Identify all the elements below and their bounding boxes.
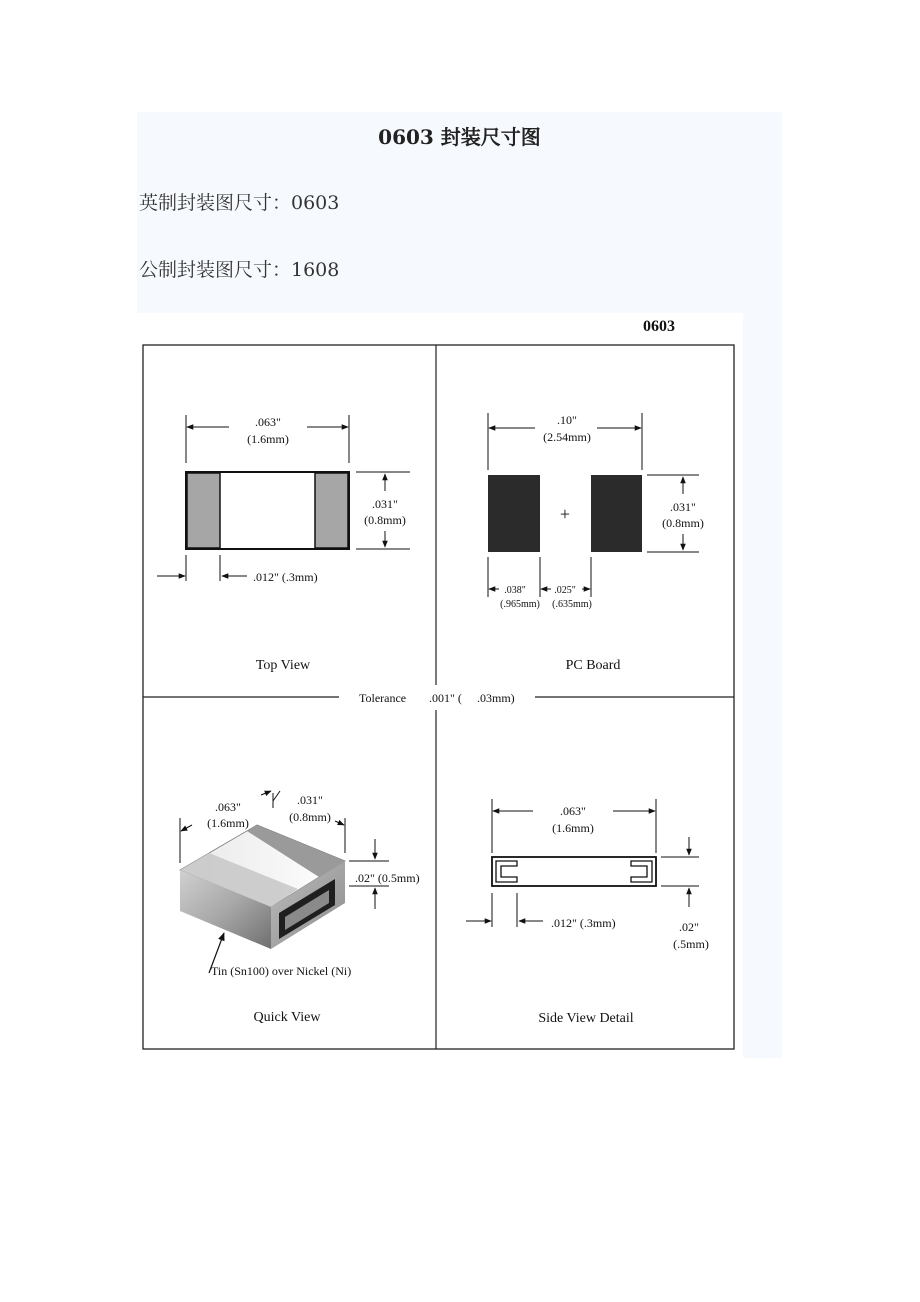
side-view-thickness-in: .02" (679, 920, 699, 934)
pc-board-pad-mm: (.965mm) (500, 599, 540, 610)
tolerance-label: Tolerance (359, 691, 407, 705)
side-view-thickness-mm: (.5mm) (673, 937, 709, 951)
top-view-length-in: .063" (255, 415, 281, 429)
pc-board-caption: PC Board (565, 658, 621, 673)
top-view-caption: Top View (255, 658, 311, 673)
pc-board-gap-in: .025" (554, 585, 576, 596)
quick-view-drawing (180, 791, 420, 1025)
pc-board-center-mark: + (559, 504, 571, 524)
side-view-terminal-label: .012" (.3mm) (551, 916, 616, 930)
side-view-drawing (466, 799, 709, 1026)
side-view-caption: Side View Detail (538, 1011, 634, 1026)
quick-view-height-label: .02" (0.5mm) (355, 871, 420, 885)
package-dimension-figure (137, 313, 743, 1058)
imperial-size-line: 英制封装图尺寸：0603 (139, 192, 340, 214)
pc-board-gap-mm: (.635mm) (552, 599, 592, 610)
quick-view-length-in: .063" (215, 800, 241, 814)
pc-board-height-mm: (0.8mm) (662, 516, 704, 530)
tolerance-metric: .03mm) (477, 691, 515, 705)
pc-board-pad-in: .038" (504, 585, 526, 596)
part-code-label: 0603 (643, 318, 675, 335)
top-view-right-terminal (315, 473, 348, 548)
quick-view-width-mm: (0.8mm) (289, 810, 331, 824)
pc-board-height-in: .031" (670, 500, 696, 514)
dimension-drawing (137, 313, 743, 1058)
side-view-length-mm: (1.6mm) (552, 821, 594, 835)
pc-board-drawing (488, 413, 704, 673)
pc-board-right-pad (591, 475, 642, 552)
tolerance-value: .001" ( (429, 691, 462, 705)
top-view-width-in: .031" (372, 497, 398, 511)
quick-view-length-mm: (1.6mm) (207, 816, 249, 830)
top-view-width-mm: (0.8mm) (364, 513, 406, 527)
metric-size-line: 公制封装图尺寸：1608 (139, 259, 340, 281)
plating-note: Tin (Sn100) over Nickel (Ni) (211, 964, 352, 978)
quick-view-width-in: .031" (297, 793, 323, 807)
side-view-length-in: .063" (560, 804, 586, 818)
top-view-drawing (157, 415, 410, 673)
pc-board-left-pad (488, 475, 540, 552)
page-title: 0603 封装尺寸图 (378, 125, 541, 149)
pc-board-span-in: .10" (557, 413, 577, 427)
top-view-left-terminal (187, 473, 220, 548)
pc-board-span-mm: (2.54mm) (543, 430, 591, 444)
top-view-length-mm: (1.6mm) (247, 432, 289, 446)
quick-view-caption: Quick View (253, 1010, 321, 1025)
top-view-terminal-label: .012" (.3mm) (253, 570, 318, 584)
